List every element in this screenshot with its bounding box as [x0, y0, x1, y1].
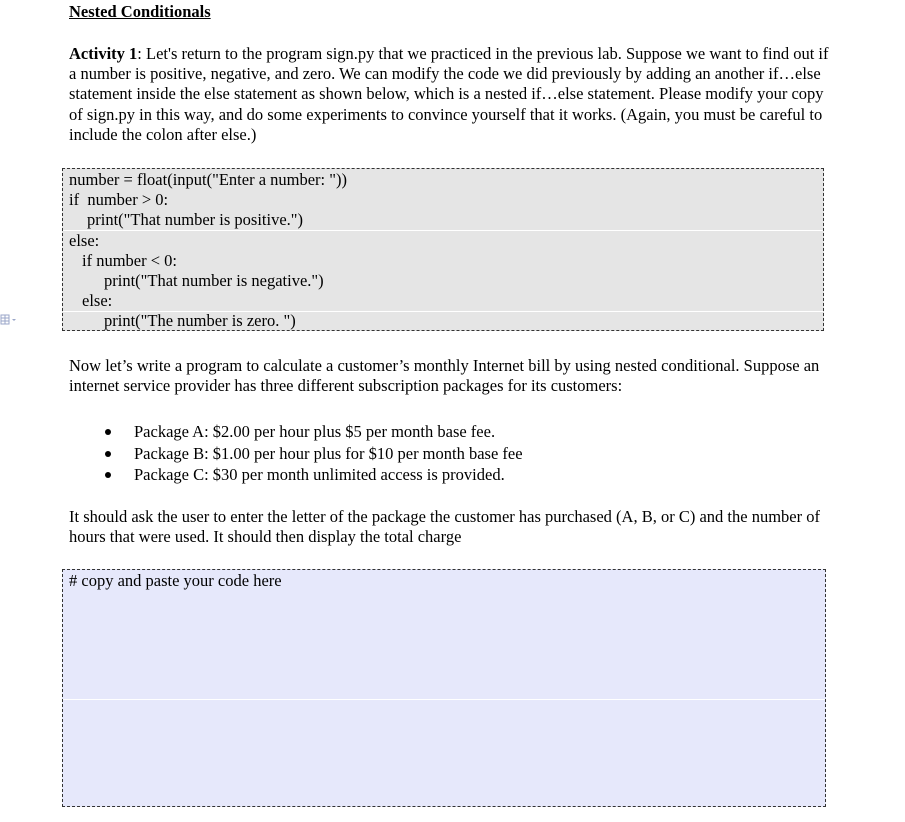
bullet-icon — [105, 472, 111, 478]
code-example-box — [62, 168, 824, 331]
code-line: else: — [82, 291, 113, 310]
activity-label: Activity 1 — [69, 44, 138, 63]
answer-placeholder[interactable]: # copy and paste your code here — [69, 571, 282, 590]
code-line: print("The number is zero. ") — [104, 311, 296, 330]
code-line: number = float(input("Enter a number: ")) — [69, 170, 347, 189]
section-heading: Nested Conditionals — [69, 2, 211, 21]
bullet-icon — [105, 451, 111, 457]
package-list — [100, 421, 523, 486]
code-line: if number > 0: — [69, 190, 169, 209]
code-line: print("That number is positive.") — [87, 210, 304, 229]
activity-text: : Let's return to the program sign.py that we practiced in the previous lab. Suppose we want to find out if a number is positive, negative, and zero. We can modify the code we did previously by adding an another if…else statement inside the else statement as shown below, which is a nested if…else statement. Please modify your copy of sign.py in this way, and do some experiments to convince yourself that it works. (Again, you must be careful to include the colon after else.) — [69, 44, 829, 144]
list-item — [100, 443, 523, 465]
instructions-paragraph: It should ask the user to enter the letter of the package the customer has purchased (A, B, or C) and the number of hours that were used. It should then display the total charge — [69, 507, 820, 547]
table-options-icon[interactable] — [0, 313, 18, 327]
answer-code-box[interactable] — [62, 569, 826, 807]
package-c-text: Package C: $30 per month unlimited access is provided. — [134, 465, 505, 484]
list-item — [100, 421, 523, 443]
package-a-text: Package A: $2.00 per hour plus $5 per month base fee. — [134, 422, 496, 441]
intro-paragraph: Now let’s write a program to calculate a customer’s monthly Internet bill by using nested conditional. Suppose an internet service provider has three different subscription packages for its customers: — [69, 356, 820, 396]
code-line: print("That number is negative.") — [104, 271, 324, 290]
package-b-text: Package B: $1.00 per hour plus for $10 per month base fee — [134, 443, 523, 463]
list-item — [100, 464, 523, 486]
answer-row-divider — [63, 699, 825, 700]
bullet-icon — [105, 429, 111, 435]
code-line: if number < 0: — [82, 251, 177, 270]
code-line: else: — [69, 231, 100, 250]
activity-paragraph — [69, 44, 829, 145]
code-row-divider — [63, 230, 823, 231]
